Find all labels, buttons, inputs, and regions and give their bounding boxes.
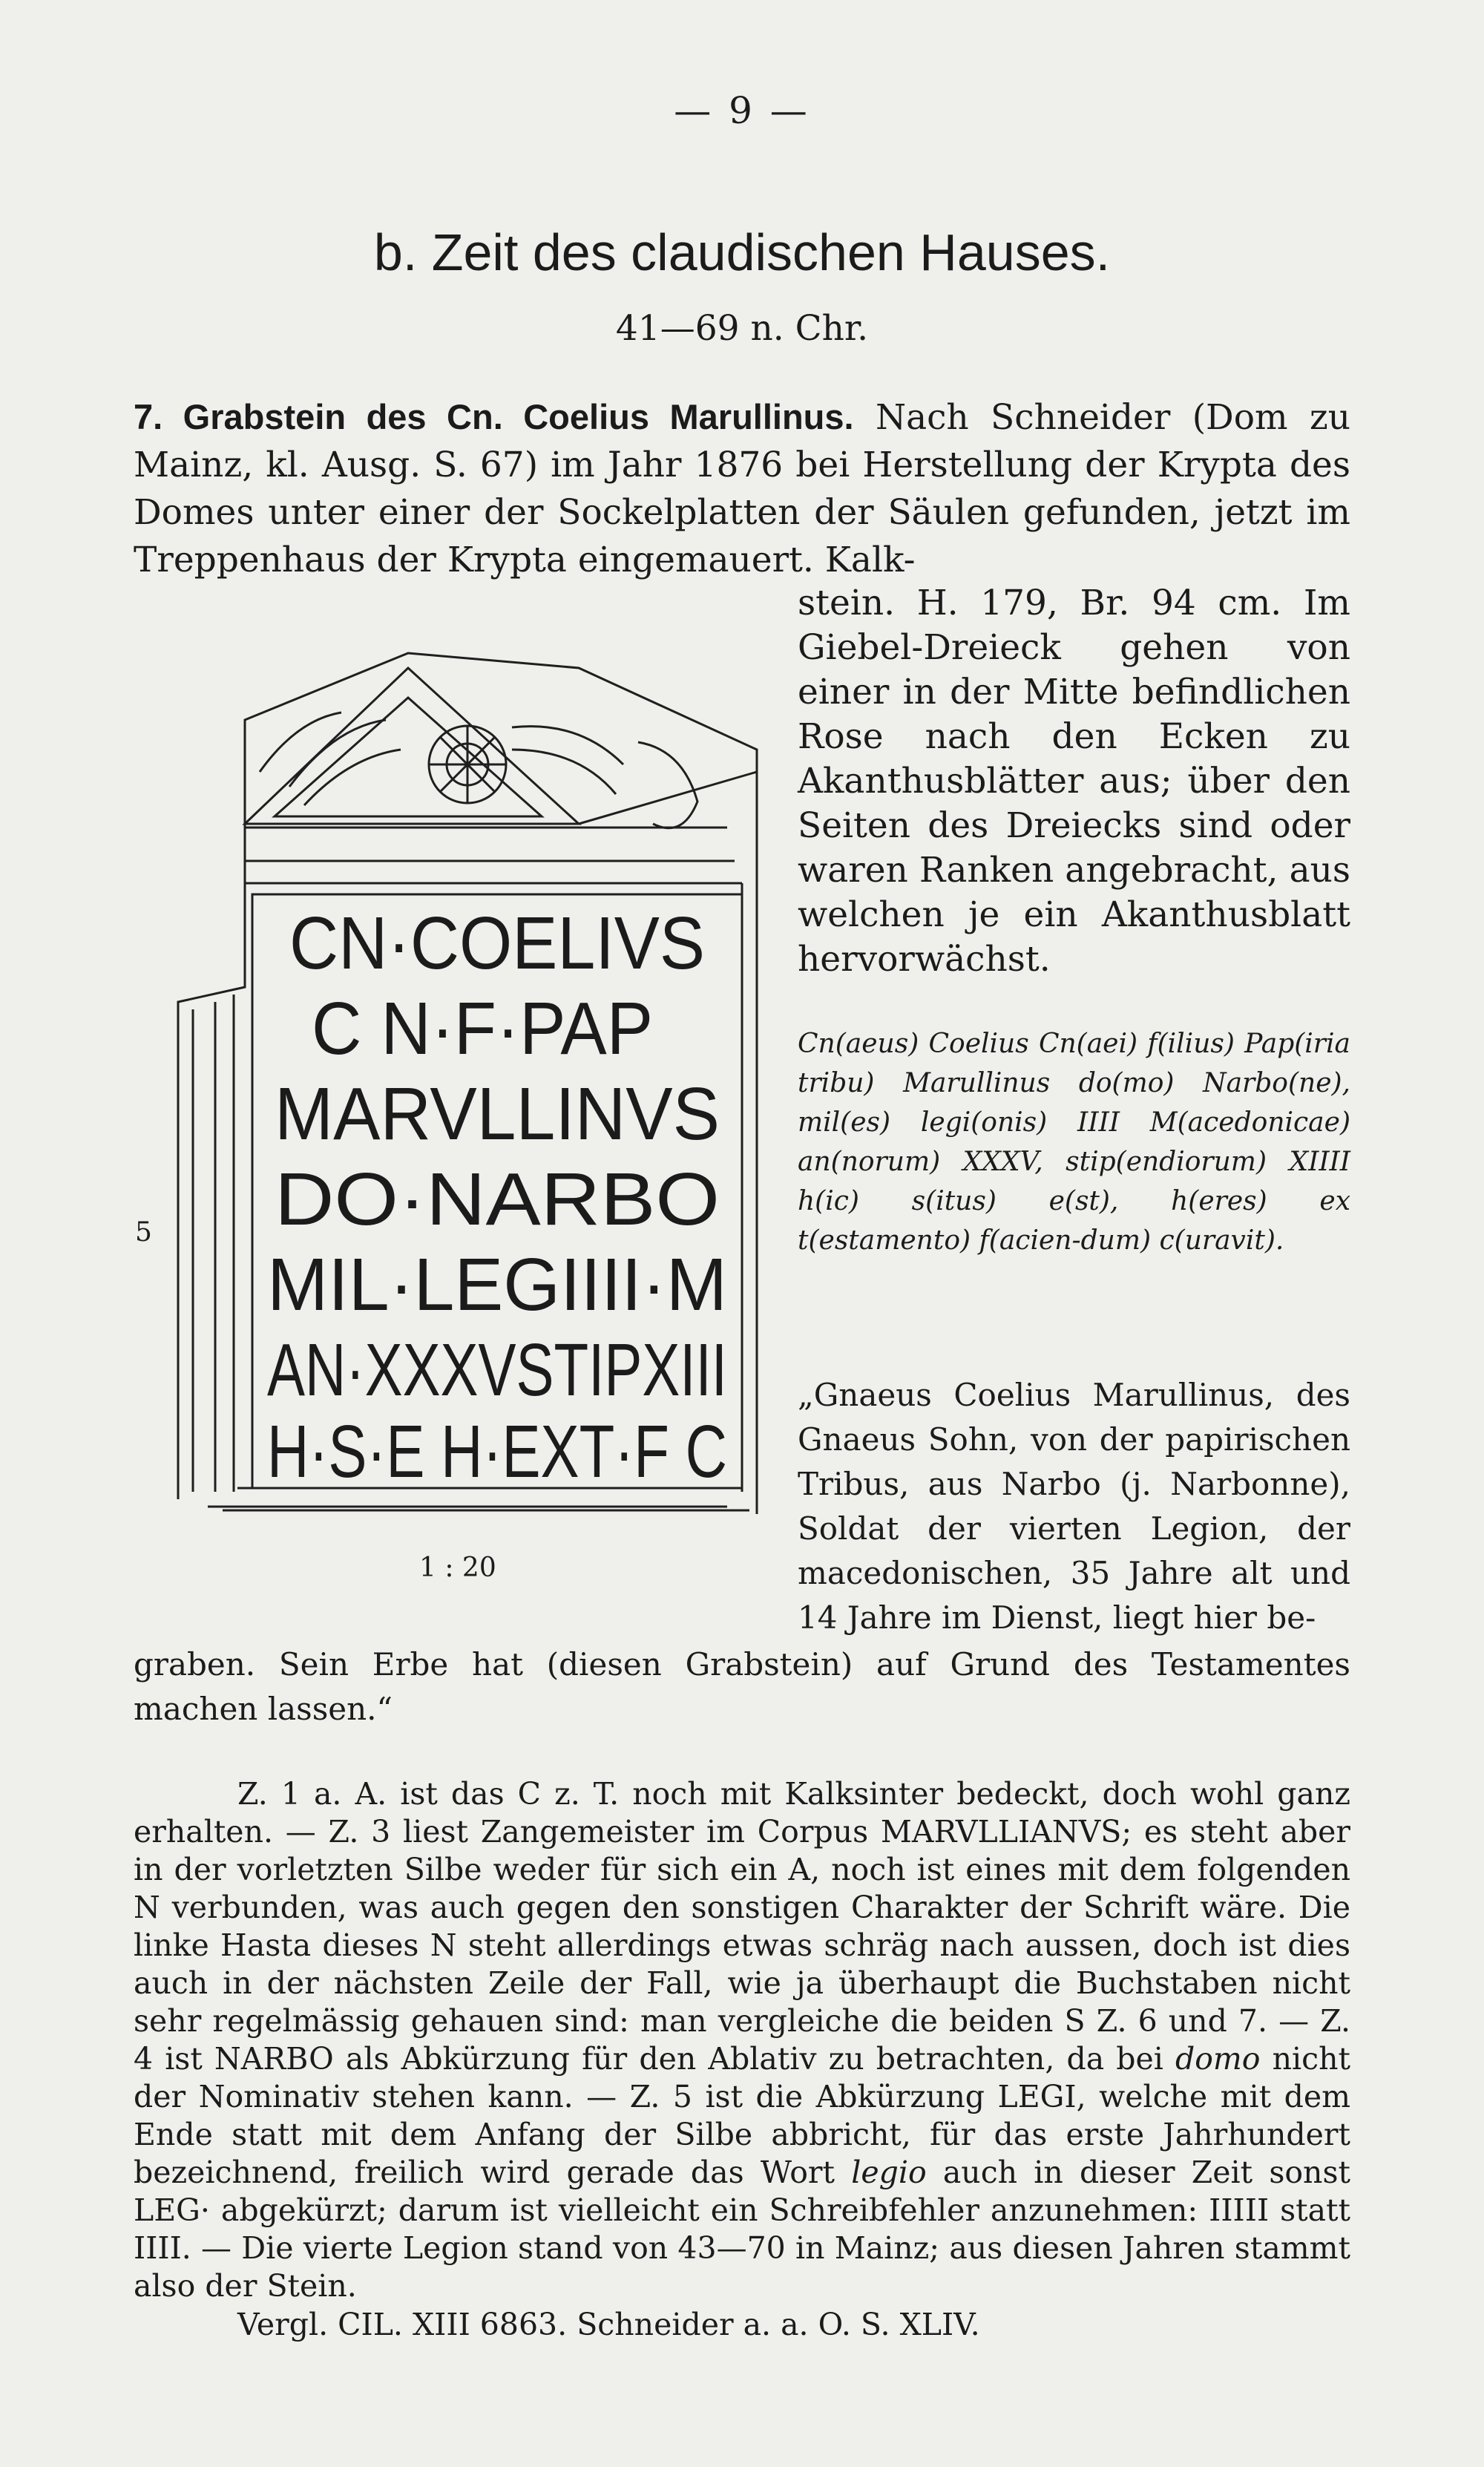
inscription-line: MIL·LEGIIII·M (267, 1243, 727, 1326)
page-number: — 9 — (674, 89, 810, 132)
commentary-text: nicht der Nominativ stehen kann. — Z. 5 ist die Abkürzung LEGI, welche mit dem Ende statt mit dem Anfang der Silbe abbricht, für das erste Jahrhundert bezeichnend, freilich wird gerade das Wort (134, 2041, 1350, 2190)
commentary-text: Z. 1 a. A. ist das C z. T. noch mit Kalksinter bedeckt, doch wohl ganz erhalten. — Z. 3 liest Zangemeister im Corpus MARVLLIANVS; es steht aber in der vorletzten Silbe weder für sich ein A, noch ist eines mit dem folgenden N verbunden, was auch gegen den sonstigen Charakter der Schrift wäre. Die linke Hasta dieses N steht allerdings etwas schräg nach aussen, doch ist dies auch in der nächsten Zeile der Fall, wie ja überhaupt die Buchstaben nicht sehr regelmässig gehauen sind: man vergleiche die beiden S Z. 6 und 7. — Z. 4 ist NARBO als Abkürzung für den Ablativ zu betrachten, da bei (134, 1776, 1350, 2077)
commentary-latin-word: legio (851, 2155, 927, 2190)
inscription-line: CN·COELIVS (289, 902, 705, 985)
frame-mouldings (245, 861, 742, 883)
reference: Vergl. CIL. XIII 6863. Schneider a. a. O. S. XLIV. (237, 2307, 980, 2342)
line-number-marker: 5 (135, 1217, 152, 1248)
frame-right-side (742, 861, 757, 1499)
rosette-petals (429, 726, 506, 803)
entry-intro-text: Nach Schneider (Dom zu Mainz, kl. Ausg. S. 67) im Jahr 1876 bei Herstellung der Krypta des Domes unter einer der Sockelplatten der Säulen gefunden, jetzt im Treppenhaus der Krypta eingemauert. Kalk- (134, 397, 1350, 580)
section-dates: 41—69 n. Chr. (615, 308, 869, 349)
acanthus-left (289, 720, 401, 805)
inscription-line: MARVLLINVS (275, 1072, 720, 1156)
inscription-expansion: Cn(aeus) Coelius Cn(aei) f(ilius) Pap(iria tribu) Marullinus do(mo) Narbo(ne), mil(es) legi(onis) IIII M(acedonicae) an(norum) XXXV, stip(endiorum) XIIII h(ic) s(itus) e(st), h(eres) ex t(estamento) f(acien-dum) c(uravit). (798, 1029, 1350, 1256)
translation-text: „Gnaeus Coelius Marullinus, des Gnaeus Sohn, von der papirischen Tribus, aus Narbo (j. Narbonne), Soldat der vierten Legion, der macedonischen, 35 Jahre alt und 14 Jahre im Dienst, liegt hier be- (798, 1377, 1350, 1636)
pediment-side (579, 772, 757, 824)
entry-description: stein. H. 179, Br. 94 cm. Im Giebel-Dreieck gehen von einer in der Mitte befindlichen Rose nach den Ecken zu Akanthusblätter aus; über den Seiten des Dreiecks sind oder waren Ranken angebracht, aus welchen je ein Akanthusblatt hervorwächst. (798, 583, 1350, 980)
section-heading: b. Zeit des claudischen Hauses. (373, 223, 1111, 281)
translation-text-end: graben. Sein Erbe hat (diesen Grabstein) auf Grund des Testamentes machen lassen.“ (134, 1646, 1350, 1727)
commentary-text: auch in dieser Zeit sonst LEG· abgekürzt; darum ist vielleicht ein Schreibfehler anzunehmen: IIIII statt IIII. — Die vierte Legion stand von 43—70 in Mainz; aus diesen Jahren stammt also der Stein. (134, 2155, 1350, 2304)
inscription-line: C N·F·PAP (312, 987, 653, 1070)
inscription-line: DO·NARBO (275, 1158, 720, 1241)
inscription-line: H·S·E H·EXT·F C (267, 1410, 727, 1493)
tendril-right-icon (638, 742, 697, 828)
entry-title: 7. Grabstein des Cn. Coelius Marullinus. (134, 397, 854, 436)
tombstone-drawing (163, 638, 772, 1544)
pediment-outer (245, 668, 579, 824)
acanthus-right (512, 727, 623, 794)
frame-left-side (193, 995, 234, 1492)
scale-label: 1 : 20 (419, 1553, 496, 1583)
commentary-latin-word: domo (1175, 2041, 1261, 2077)
entry-intro (134, 393, 1350, 584)
commentary (134, 1775, 1350, 2305)
inscription-line: AN·XXXVSTIPXIII (267, 1328, 727, 1412)
